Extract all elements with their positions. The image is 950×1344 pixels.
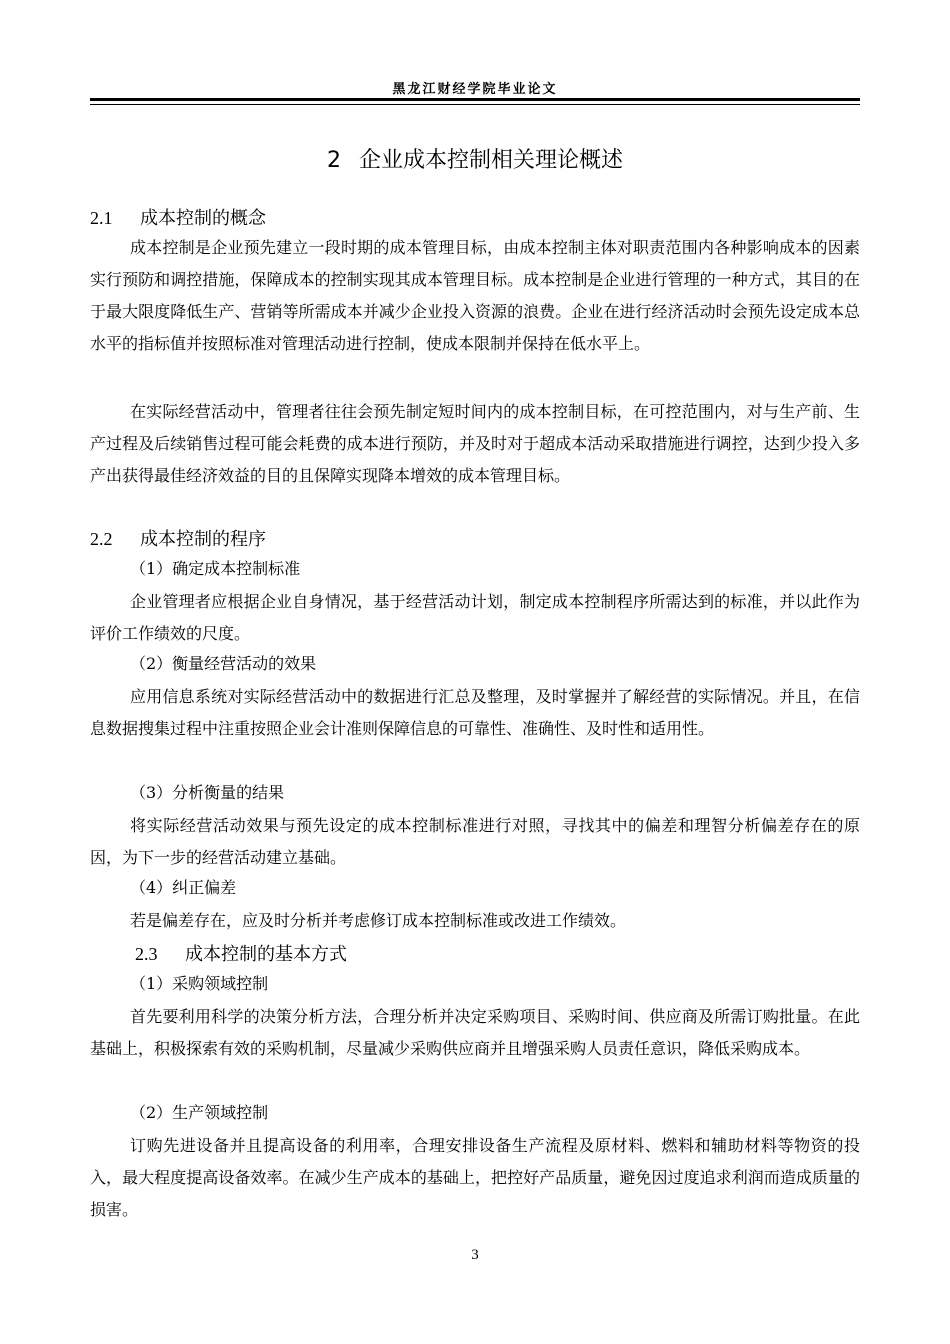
subheading: （2）生产领域控制: [130, 1103, 269, 1122]
section-heading-2-1: [90, 204, 266, 230]
chapter-title: [90, 143, 860, 174]
paragraph: 若是偏差存在，应及时分析并考虑修订成本控制标准或改进工作绩效。: [130, 911, 627, 930]
header-rule-thick: [90, 98, 860, 101]
section-title: 成本控制的程序: [140, 529, 266, 550]
running-header: 黑龙江财经学院毕业论文: [392, 82, 558, 97]
section-title: 成本控制的概念: [140, 208, 266, 229]
page-number: 3: [471, 1247, 479, 1263]
paragraph: 企业管理者应根据企业自身情况，基于经营活动计划，制定成本控制程序所需达到的标准，并以此作为评价工作绩效的尺度。: [90, 592, 860, 643]
section-number: 2.1: [90, 208, 113, 228]
chapter-title-text: 企业成本控制相关理论概述: [358, 148, 623, 173]
section-heading-2-2: [90, 525, 266, 551]
section-title: 成本控制的基本方式: [185, 944, 347, 965]
paragraph: 成本控制是企业预先建立一段时期的成本管理目标，由成本控制主体对职责范围内各种影响成本的因素实行预防和调控措施，保障成本的控制实现其成本管理目标。成本控制是企业进行管理的一种方式，其目的在于最大限度降低生产、营销等所需成本并减少企业投入资源的浪费。企业在进行经济活动时会预先设定成本总水平的指标值并按照标准对管理活动进行控制，使成本限制并保持在低水平上。: [90, 238, 860, 353]
section-number: 2.3: [135, 944, 158, 964]
paragraph: 在实际经营活动中，管理者往往会预先制定短时间内的成本控制目标，在可控范围内，对与生产前、生产过程及后续销售过程可能会耗费的成本进行预防，并及时对于超成本活动采取措施进行调控，达到少投入多产出获得最佳经济效益的目的且保障实现降本增效的成本管理目标。: [90, 402, 860, 485]
section-heading-2-3: [135, 940, 347, 966]
paragraph: 订购先进设备并且提高设备的利用率，合理安排设备生产流程及原材料、燃料和辅助材料等物资的投入，最大程度提高设备效率。在减少生产成本的基础上，把控好产品质量，避免因过度追求利润而造成质量的损害。: [90, 1136, 860, 1219]
chapter-number: 2: [326, 148, 341, 173]
subheading: （2）衡量经营活动的效果: [130, 654, 317, 673]
paragraph: 应用信息系统对实际经营活动中的数据进行汇总及整理，及时掌握并了解经营的实际情况。并且，在信息数据搜集过程中注重按照企业会计准则保障信息的可靠性、准确性、及时性和适用性。: [90, 687, 860, 738]
paragraph: 将实际经营活动效果与预先设定的成本控制标准进行对照，寻找其中的偏差和理智分析偏差存在的原因，为下一步的经营活动建立基础。: [90, 816, 860, 867]
subheading: （1）采购领域控制: [130, 974, 269, 993]
subheading: （3）分析衡量的结果: [130, 783, 285, 802]
subheading: （1）确定成本控制标准: [130, 559, 301, 578]
paragraph: 首先要利用科学的决策分析方法，合理分析并决定采购项目、采购时间、供应商及所需订购批量。在此基础上，积极探索有效的采购机制，尽量减少采购供应商并且增强采购人员责任意识，降低采购成本。: [90, 1007, 860, 1058]
subheading: （4）纠正偏差: [130, 878, 237, 897]
section-number: 2.2: [90, 529, 113, 549]
header-rule-thin: [90, 104, 860, 105]
